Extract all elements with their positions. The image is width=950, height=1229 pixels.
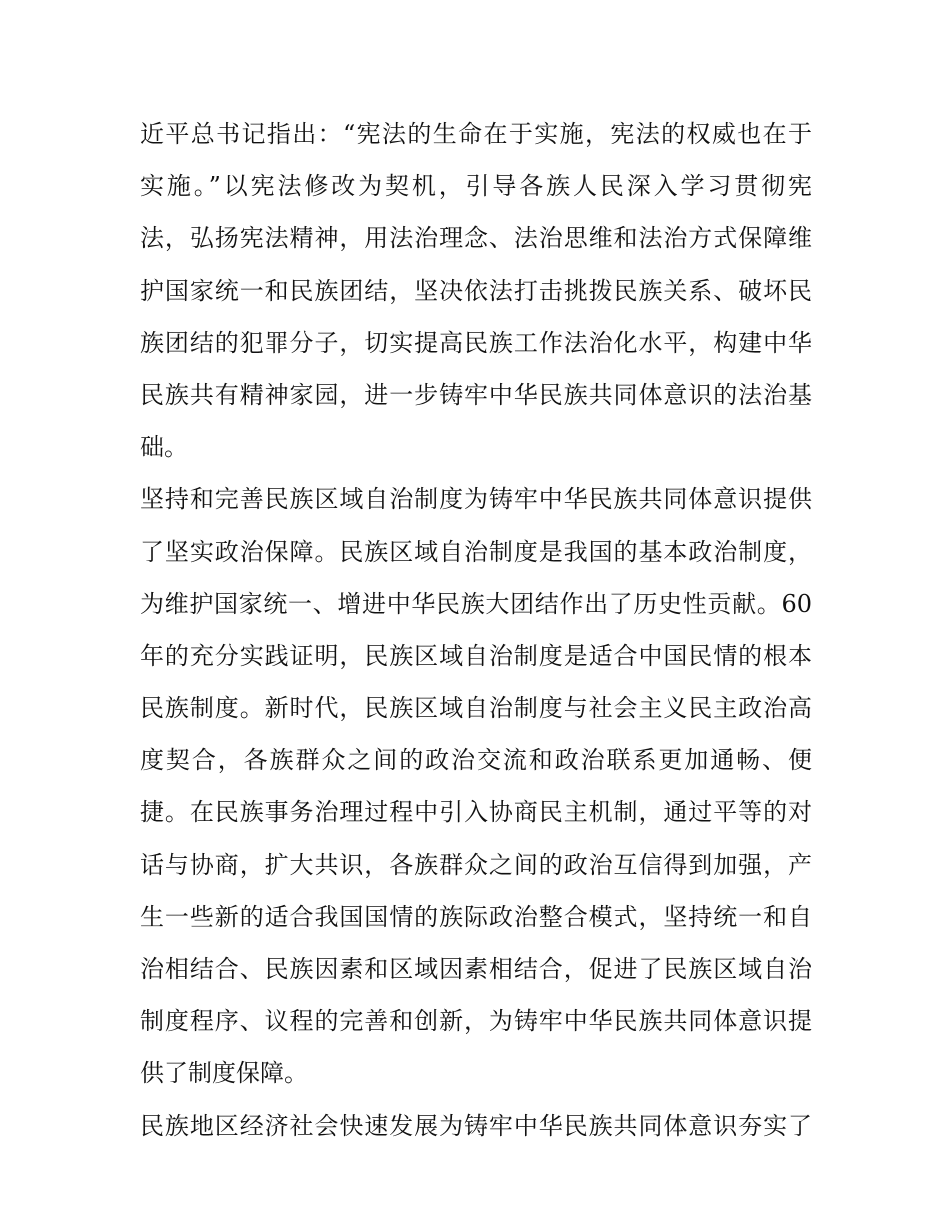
text-line: 民族共有精神家园，进一步铸牢中华民族共同体意识的法治基: [140, 380, 812, 409]
text-line: 度契合，各族群众之间的政治交流和政治联系更加通畅、便: [140, 746, 812, 775]
paragraph-economic-development: [140, 1100, 812, 1152]
text-line: 捷。在民族事务治理过程中引入协商民主机制，通过平等的对: [140, 798, 812, 827]
text-line: 制度程序、议程的完善和创新，为铸牢中华民族共同体意识提: [140, 1007, 812, 1036]
text-line: 实施。”以宪法修改为契机，引导各族人民深入学习贯彻宪: [140, 172, 812, 201]
text-line: 供了制度保障。: [140, 1059, 308, 1088]
text-line: 坚持和完善民族区域自治制度为铸牢中华民族共同体意识提供: [140, 485, 812, 514]
paragraph-regional-autonomy: [140, 473, 812, 1099]
text-line: 民族制度。新时代，民族区域自治制度与社会主义民主政治高: [140, 694, 812, 723]
text-line: 生一些新的适合我国国情的族际政治整合模式，坚持统一和自: [140, 902, 812, 931]
text-line: 话与协商，扩大共识，各族群众之间的政治互信得到加强，产: [140, 850, 812, 879]
text-line: 近平总书记指出：“宪法的生命在于实施，宪法的权威也在于: [140, 120, 812, 148]
text-line: 民族地区经济社会快速发展为铸牢中华民族共同体意识夯实了: [140, 1111, 812, 1140]
text-line: 护国家统一和民族团结，坚决依法打击挑拨民族关系、破坏民: [140, 276, 812, 305]
text-line: 年的充分实践证明，民族区域自治制度是适合中国民情的根本: [140, 641, 812, 670]
paragraph-rule-of-law: [140, 108, 812, 473]
text-line: 法，弘扬宪法精神，用法治理念、法治思维和法治方式保障维: [140, 224, 812, 253]
text-line: 础。: [140, 433, 188, 462]
text-line: 为维护国家统一、增进中华民族大团结作出了历史性贡献。60: [140, 589, 812, 618]
document-body: [140, 108, 812, 1152]
text-line: 治相结合、民族因素和区域因素相结合，促进了民族区域自治: [140, 955, 812, 983]
text-line: 族团结的犯罪分子，切实提高民族工作法治化水平，构建中华: [140, 328, 812, 357]
text-line: 了坚实政治保障。民族区域自治制度是我国的基本政治制度，: [140, 537, 812, 566]
